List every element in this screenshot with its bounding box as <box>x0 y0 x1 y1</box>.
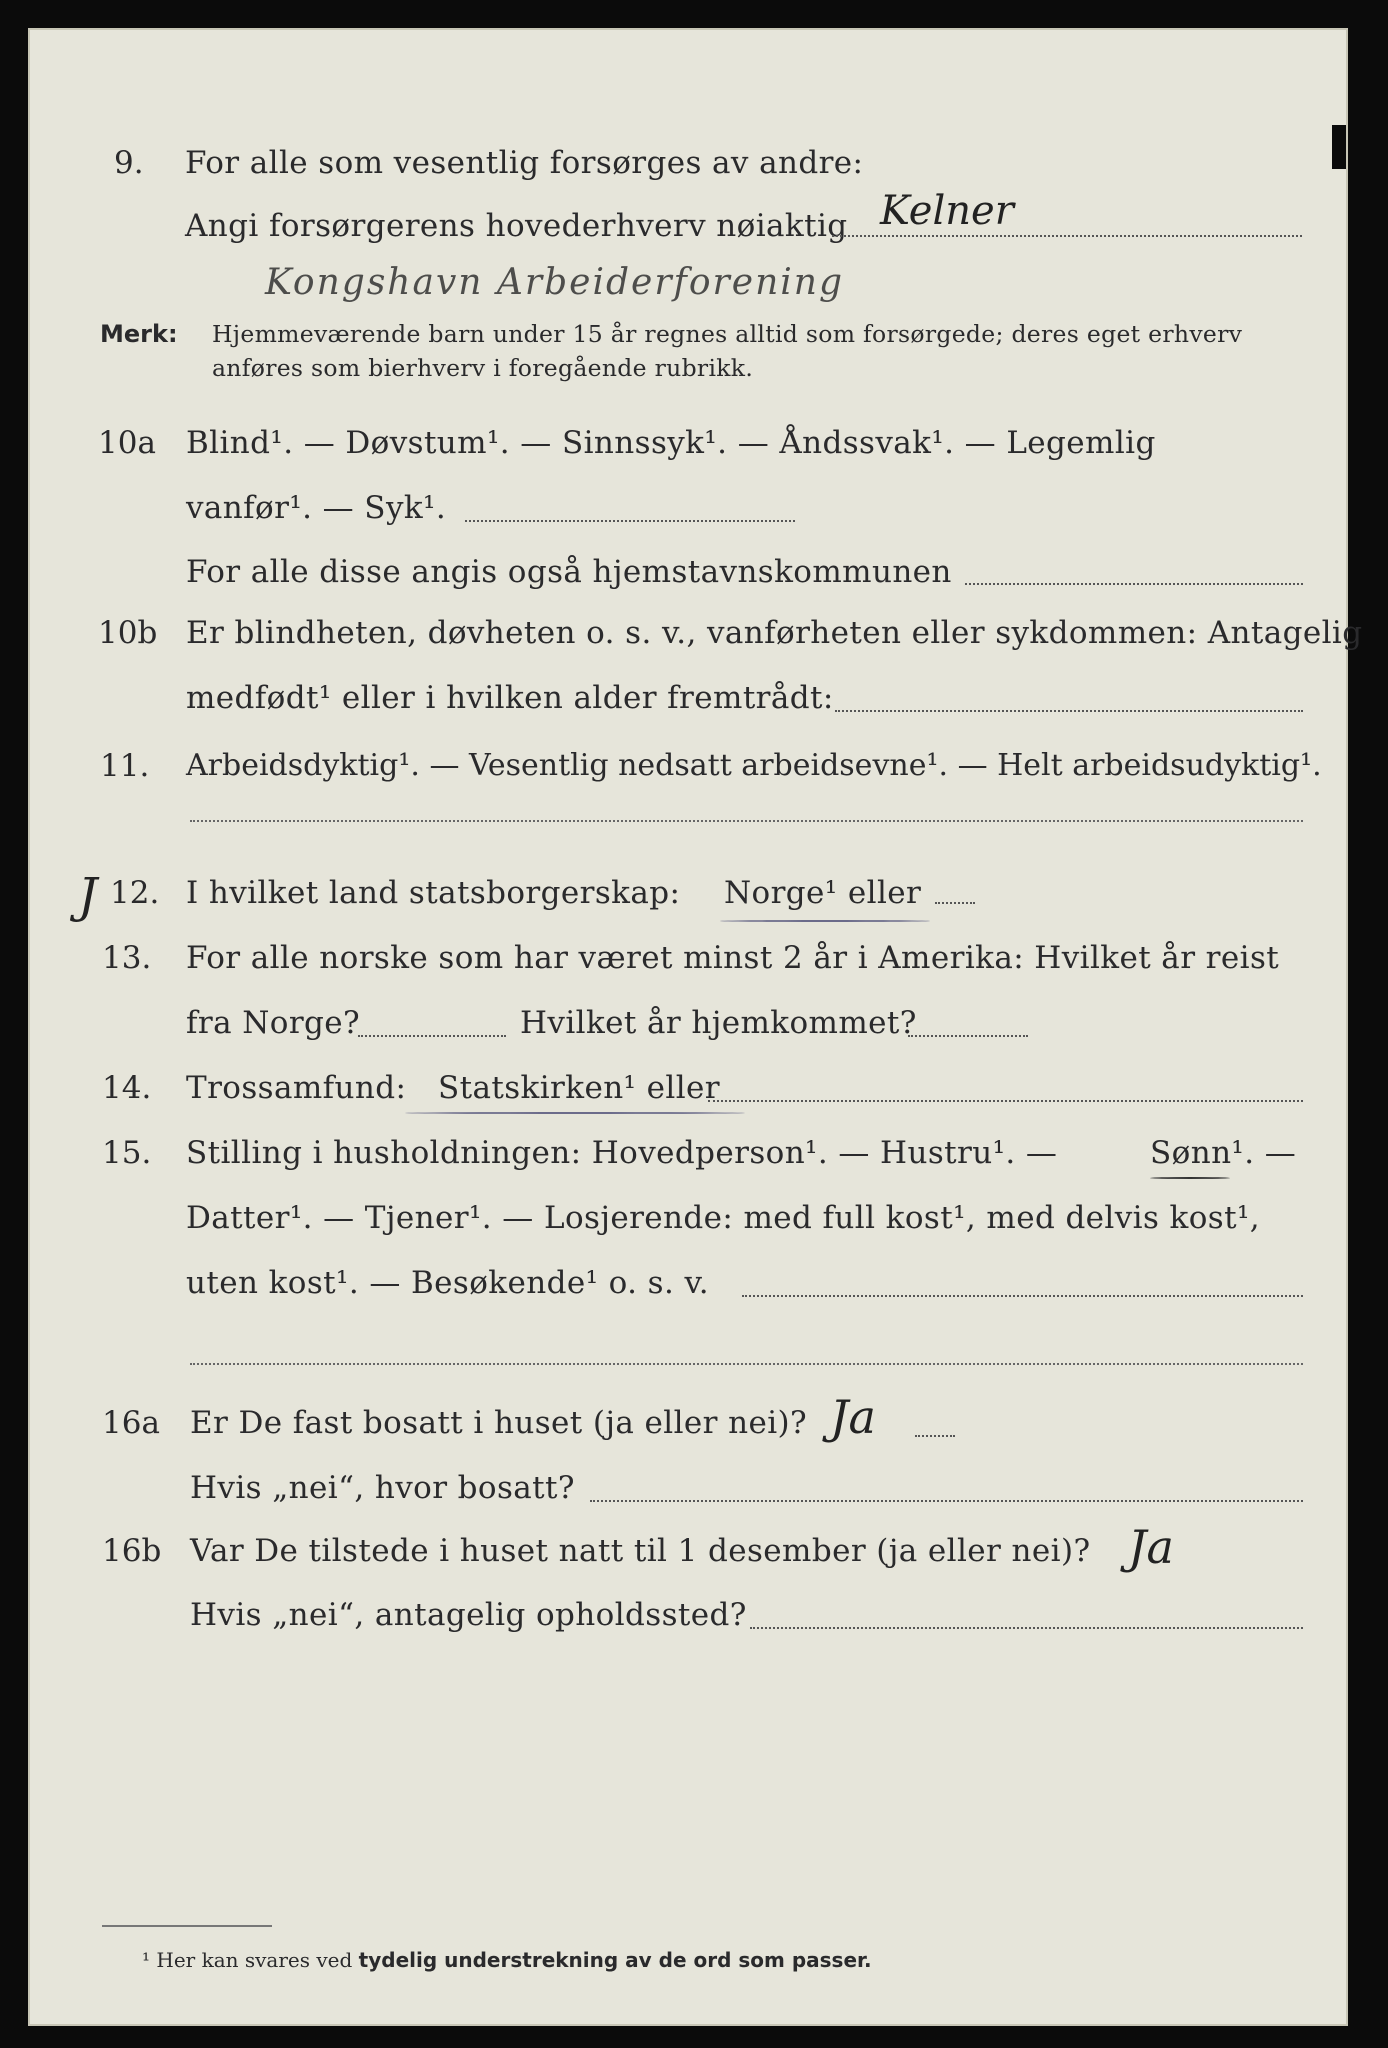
q16a-line1: Er De fast bosatt i huset (ja eller nei)? <box>190 1405 808 1441</box>
q14-number: 14. <box>102 1070 152 1106</box>
q14-answer-line <box>708 1100 1303 1102</box>
q13-line2b: Hvilket år hjemkommet? <box>520 1005 917 1041</box>
q15-sonn-option: Sønn¹. — <box>1150 1135 1297 1171</box>
footnote-text-plain: Her kan svares ved <box>156 1948 353 1972</box>
census-form-page <box>28 28 1363 2026</box>
footnote-text-bold: tydelig understrekning av de ord som passer. <box>358 1948 872 1972</box>
q16a-residence-line <box>590 1500 1303 1502</box>
q15-number: 15. <box>102 1135 152 1171</box>
q16a-number: 16a <box>102 1405 160 1441</box>
q12-number: 12. <box>110 875 160 911</box>
q15-answer-line <box>742 1295 1303 1297</box>
q16b-whereabouts-line <box>750 1627 1303 1629</box>
q13-line2a: fra Norge? <box>186 1005 361 1041</box>
q12-line1: I hvilket land statsborgerskap: <box>186 875 681 911</box>
q10b-line1: Er blindheten, døvheten o. s. v., vanførheten eller sykdommen: Antagelig <box>186 615 1363 651</box>
merk-label: Merk: <box>100 320 178 348</box>
q16a-answer-line <box>915 1435 955 1437</box>
merk-line1: Hjemmeværende barn under 15 år regnes alltid som forsørgede; deres eget erhverv <box>212 320 1243 348</box>
merk-line2: anføres som bierhverv i foregående rubrikk. <box>212 354 754 382</box>
q9-answer-line <box>832 235 1302 237</box>
q14-line1: Trossamfund: <box>186 1070 407 1106</box>
q9-handwritten-occupation: Kelner <box>880 188 1014 234</box>
q14-statskirken-underline <box>405 1112 745 1114</box>
page-edge-tab <box>1332 125 1346 169</box>
q10a-answer-line <box>465 520 795 522</box>
q15-extra-line <box>190 1363 1303 1365</box>
q10a-line2: vanfør¹. — Syk¹. <box>186 490 447 526</box>
footnote-mark: ¹ <box>142 1948 151 1972</box>
q10b-line2: medfødt¹ eller i hvilken alder fremtrådt: <box>186 680 834 716</box>
q9-line1: For alle som vesentlig forsørges av andre: <box>185 145 864 181</box>
q15-sonn-underline <box>1150 1177 1230 1179</box>
q16b-line1: Var De tilstede i huset natt til 1 desember (ja eller nei)? <box>190 1533 1091 1569</box>
q10b-number: 10b <box>98 615 158 651</box>
q13-departure-year-line <box>358 1035 506 1037</box>
footnote <box>142 1948 872 1972</box>
q16a-handwritten-answer: Ja <box>830 1390 876 1444</box>
q13-number: 13. <box>102 940 152 976</box>
q9-line2: Angi forsørgerens hovederhverv nøiaktig <box>185 208 848 244</box>
q16a-line2: Hvis „nei“, hvor bosatt? <box>190 1470 575 1506</box>
q14-statskirken-option: Statskirken¹ eller <box>438 1070 720 1106</box>
q16b-handwritten-answer: Ja <box>1128 1520 1174 1574</box>
q10a-line3: For alle disse angis også hjemstavnskommunen <box>186 554 952 590</box>
q12-answer-line <box>935 902 975 904</box>
q11-number: 11. <box>100 748 150 784</box>
q11-answer-line <box>190 820 1303 822</box>
q10a-number: 10a <box>98 425 156 461</box>
q10a-home-municipality-line <box>965 583 1303 585</box>
q15-line3: uten kost¹. — Besøkende¹ o. s. v. <box>186 1265 709 1301</box>
q10a-line1: Blind¹. — Døvstum¹. — Sinnssyk¹. — Åndssvak¹. — Legemlig <box>186 425 1156 461</box>
q13-line1: For alle norske som har været minst 2 år i Amerika: Hvilket år reist <box>186 940 1280 976</box>
q13-return-year-line <box>908 1035 1028 1037</box>
footnote-separator <box>102 1925 272 1927</box>
q12-margin-mark: J <box>78 868 98 924</box>
q15-line2: Datter¹. — Tjener¹. — Losjerende: med full kost¹, med delvis kost¹, <box>186 1200 1261 1236</box>
q9-handwritten-employer: Kongshavn Arbeiderforening <box>265 262 844 303</box>
q12-norge-underline <box>720 920 930 922</box>
q10b-answer-line <box>835 710 1303 712</box>
q16b-number: 16b <box>102 1533 162 1569</box>
q16b-line2: Hvis „nei“, antagelig opholdssted? <box>190 1597 747 1633</box>
q9-number: 9. <box>114 145 144 181</box>
q12-norge-option: Norge¹ eller <box>724 875 922 911</box>
q15-line1: Stilling i husholdningen: Hovedperson¹. — Hustru¹. — <box>186 1135 1058 1171</box>
q11-line1: Arbeidsdyktig¹. — Vesentlig nedsatt arbeidsevne¹. — Helt arbeidsudyktig¹. <box>186 748 1322 783</box>
